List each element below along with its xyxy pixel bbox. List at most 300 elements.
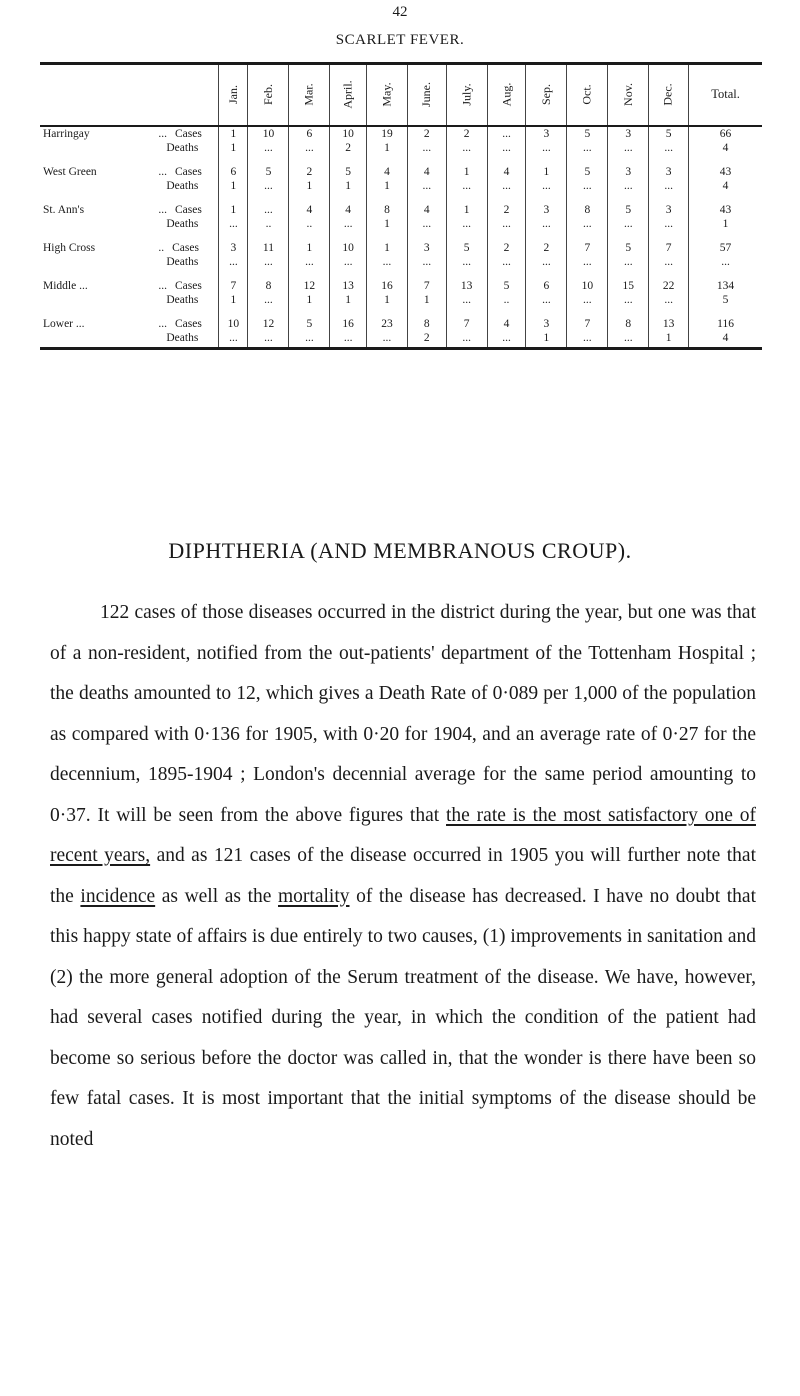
row-kind-label: Cases	[175, 165, 202, 178]
spacer-cell	[608, 307, 649, 317]
spacer-cell	[366, 155, 407, 165]
row-spacer	[40, 307, 762, 317]
header-month: June.	[407, 64, 446, 126]
underlined-text: incidence	[80, 885, 156, 907]
row-kind-label: Deaths	[166, 255, 199, 268]
header-spacer	[40, 64, 156, 126]
month-value: 7	[649, 241, 689, 255]
month-value: 16	[366, 279, 407, 293]
spacer-cell	[248, 307, 289, 317]
table-row-deaths	[40, 141, 762, 155]
spacer-cell	[248, 193, 289, 203]
spacer-cell	[219, 307, 248, 317]
spacer-cell	[248, 269, 289, 279]
month-value: 8	[248, 279, 289, 293]
spacer-cell	[289, 231, 330, 241]
table-row-deaths	[40, 255, 762, 269]
row-spacer	[40, 231, 762, 241]
month-value: 1	[219, 126, 248, 141]
month-value: ...	[487, 255, 526, 269]
month-value: 5	[446, 241, 487, 255]
spacer-cell	[567, 155, 608, 165]
header-month: Nov.	[608, 64, 649, 126]
spacer-cell	[526, 155, 567, 165]
month-value: 3	[407, 241, 446, 255]
month-value: 3	[608, 126, 649, 141]
month-value: 1	[330, 293, 367, 307]
month-value: 1	[219, 293, 248, 307]
total-value: 43	[689, 165, 762, 179]
row-kind-label: Deaths	[166, 293, 199, 306]
month-value: 10	[330, 126, 367, 141]
spacer-cell	[219, 155, 248, 165]
month-value: 2	[330, 141, 367, 155]
month-value: ...	[248, 293, 289, 307]
month-value: 2	[526, 241, 567, 255]
month-value: ...	[289, 141, 330, 155]
table-body	[40, 126, 762, 349]
month-value: ...	[608, 179, 649, 193]
month-value: ...	[649, 141, 689, 155]
month-value: ...	[248, 331, 289, 349]
spacer-cell	[40, 307, 156, 317]
month-value: ...	[446, 179, 487, 193]
header-month: Oct.	[567, 64, 608, 126]
table-row-cases	[40, 203, 762, 217]
month-value: 8	[567, 203, 608, 217]
page-number: 42	[392, 4, 408, 20]
month-value: ...	[248, 255, 289, 269]
month-value: 15	[608, 279, 649, 293]
month-value: 1	[366, 217, 407, 231]
row-kind-label: Deaths	[166, 331, 199, 344]
month-value: 1	[649, 331, 689, 349]
month-value: 8	[407, 317, 446, 331]
paragraph-text: as well as the	[155, 885, 278, 907]
month-value: 3	[649, 165, 689, 179]
row-kind-label: Cases	[172, 241, 199, 254]
month-value: 2	[407, 126, 446, 141]
underlined-text: mortality	[278, 885, 350, 907]
month-value: ...	[649, 293, 689, 307]
district-label: West Green	[43, 165, 97, 178]
spacer-cell	[40, 193, 156, 203]
month-value: ...	[487, 331, 526, 349]
spacer-cell	[526, 269, 567, 279]
spacer-cell	[689, 155, 762, 165]
month-value: 1	[526, 165, 567, 179]
spacer-cell	[407, 155, 446, 165]
row-kind	[156, 141, 219, 155]
table-row-deaths	[40, 217, 762, 231]
month-value: 1	[219, 203, 248, 217]
header-spacer	[156, 64, 219, 126]
month-value: 10	[330, 241, 367, 255]
row-kind	[156, 217, 219, 231]
row-kind	[156, 279, 219, 293]
month-value: 1	[366, 241, 407, 255]
month-value: ...	[330, 331, 367, 349]
total-value: 1	[689, 217, 762, 231]
month-value: ...	[366, 255, 407, 269]
month-value: 2	[446, 126, 487, 141]
month-value: ...	[567, 217, 608, 231]
spacer-cell	[689, 193, 762, 203]
table-title: SCARLET FEVER.	[335, 32, 465, 48]
month-value: 12	[289, 279, 330, 293]
header-month: July.	[446, 64, 487, 126]
district-label: St. Ann's	[43, 203, 85, 216]
spacer-cell	[156, 307, 219, 317]
month-value: ...	[330, 255, 367, 269]
total-value: 134	[689, 279, 762, 293]
spacer-cell	[248, 155, 289, 165]
header-month: Dec.	[649, 64, 689, 126]
spacer-cell	[446, 155, 487, 165]
spacer-cell	[526, 307, 567, 317]
spacer-cell	[487, 193, 526, 203]
header-month: May.	[366, 64, 407, 126]
month-value: 16	[330, 317, 367, 331]
month-value: 1	[366, 141, 407, 155]
leader-dots: ...	[158, 165, 167, 178]
month-value: ...	[526, 179, 567, 193]
spacer-cell	[407, 307, 446, 317]
underlined-text: the rate is the most satisfactory one of recent years,	[50, 804, 756, 866]
spacer-cell	[649, 307, 689, 317]
month-value: 5	[289, 317, 330, 331]
spacer-cell	[526, 231, 567, 241]
spacer-cell	[487, 155, 526, 165]
district-name	[40, 217, 156, 231]
month-value: ...	[487, 179, 526, 193]
row-kind-label: Cases	[175, 317, 202, 330]
row-kind-label: Cases	[175, 127, 202, 140]
row-kind	[156, 293, 219, 307]
month-value: ...	[526, 217, 567, 231]
spacer-cell	[608, 269, 649, 279]
month-value: 1	[366, 293, 407, 307]
month-value: 1	[289, 179, 330, 193]
month-value: 13	[446, 279, 487, 293]
month-value: 10	[248, 126, 289, 141]
month-value: 2	[487, 241, 526, 255]
month-value: 3	[608, 165, 649, 179]
month-value: 5	[330, 165, 367, 179]
month-value: ...	[608, 293, 649, 307]
month-value: ...	[366, 331, 407, 349]
spacer-cell	[330, 155, 367, 165]
total-value: ...	[689, 255, 762, 269]
header-month: Feb.	[248, 64, 289, 126]
month-value: ...	[608, 331, 649, 349]
spacer-cell	[40, 231, 156, 241]
month-value: 4	[487, 165, 526, 179]
month-value: 4	[407, 203, 446, 217]
district-name	[40, 331, 156, 349]
month-value: 1	[526, 331, 567, 349]
month-value: 1	[446, 165, 487, 179]
month-value: 11	[248, 241, 289, 255]
month-value: ...	[248, 203, 289, 217]
month-value: ...	[407, 255, 446, 269]
month-value: 1	[219, 179, 248, 193]
month-value: ...	[219, 255, 248, 269]
month-value: ...	[407, 217, 446, 231]
spacer-cell	[689, 231, 762, 241]
total-value: 4	[689, 141, 762, 155]
district-label: Harringay	[43, 127, 90, 140]
month-value: 1	[366, 179, 407, 193]
month-value: 5	[649, 126, 689, 141]
month-value: 7	[567, 317, 608, 331]
month-value: 2	[487, 203, 526, 217]
month-value: 5	[608, 203, 649, 217]
month-value: ...	[487, 217, 526, 231]
month-value: ...	[407, 179, 446, 193]
month-value: 1	[219, 141, 248, 155]
month-value: 13	[649, 317, 689, 331]
spacer-cell	[219, 193, 248, 203]
month-value: ...	[446, 255, 487, 269]
spacer-cell	[407, 193, 446, 203]
row-kind	[156, 331, 219, 349]
month-value: 6	[526, 279, 567, 293]
table-header-row	[40, 64, 762, 126]
body-text	[50, 593, 756, 1160]
spacer-cell	[330, 307, 367, 317]
section-heading: DIPHTHERIA (AND MEMBRANOUS CROUP).	[168, 538, 632, 563]
month-value: ...	[567, 293, 608, 307]
spacer-cell	[689, 307, 762, 317]
district-label: Lower ...	[43, 317, 85, 330]
leader-dots: ...	[158, 279, 167, 292]
month-value: 10	[219, 317, 248, 331]
spacer-cell	[446, 193, 487, 203]
spacer-cell	[40, 155, 156, 165]
month-value: ...	[446, 293, 487, 307]
total-value: 5	[689, 293, 762, 307]
total-value: 66	[689, 126, 762, 141]
spacer-cell	[289, 193, 330, 203]
spacer-cell	[567, 231, 608, 241]
district-name	[40, 179, 156, 193]
spacer-cell	[330, 193, 367, 203]
month-value: ...	[649, 255, 689, 269]
month-value: 1	[407, 293, 446, 307]
month-value: 7	[567, 241, 608, 255]
row-kind	[156, 317, 219, 331]
row-kind	[156, 241, 219, 255]
spacer-cell	[40, 269, 156, 279]
spacer-cell	[487, 307, 526, 317]
row-kind-label: Cases	[175, 203, 202, 216]
month-value: 2	[289, 165, 330, 179]
month-value: 3	[649, 203, 689, 217]
district-label: High Cross	[43, 241, 96, 254]
spacer-cell	[407, 269, 446, 279]
district-name	[40, 293, 156, 307]
spacer-cell	[526, 193, 567, 203]
table-row-cases	[40, 241, 762, 255]
spacer-cell	[649, 231, 689, 241]
spacer-cell	[689, 269, 762, 279]
month-value: 6	[219, 165, 248, 179]
month-value: ...	[526, 255, 567, 269]
month-value: 3	[219, 241, 248, 255]
month-value: ...	[567, 331, 608, 349]
spacer-cell	[567, 269, 608, 279]
spacer-cell	[289, 269, 330, 279]
month-value: 3	[526, 317, 567, 331]
month-value: ...	[649, 217, 689, 231]
month-value: ..	[487, 293, 526, 307]
spacer-cell	[608, 231, 649, 241]
month-value: 5	[608, 241, 649, 255]
district-label: Middle ...	[43, 279, 88, 292]
spacer-cell	[330, 231, 367, 241]
spacer-cell	[156, 231, 219, 241]
month-value: ...	[330, 217, 367, 231]
row-kind-label: Deaths	[166, 179, 199, 192]
month-value: 13	[330, 279, 367, 293]
month-value: ...	[407, 141, 446, 155]
month-value: 4	[407, 165, 446, 179]
spacer-cell	[649, 155, 689, 165]
total-value: 4	[689, 331, 762, 349]
scarlet-fever-table	[40, 62, 762, 350]
spacer-cell	[487, 269, 526, 279]
month-value: ...	[487, 126, 526, 141]
row-kind	[156, 203, 219, 217]
district-name	[40, 317, 156, 331]
month-value: 8	[608, 317, 649, 331]
header-month: Jan.	[219, 64, 248, 126]
spacer-cell	[649, 269, 689, 279]
month-value: 2	[407, 331, 446, 349]
month-value: ...	[446, 217, 487, 231]
month-value: 23	[366, 317, 407, 331]
month-value: ...	[567, 141, 608, 155]
month-value: ...	[608, 141, 649, 155]
table-row-cases	[40, 279, 762, 293]
spacer-cell	[567, 193, 608, 203]
month-value: 5	[248, 165, 289, 179]
spacer-cell	[219, 231, 248, 241]
district-name	[40, 126, 156, 141]
month-value: 5	[487, 279, 526, 293]
district-name	[40, 279, 156, 293]
month-value: 5	[567, 165, 608, 179]
spacer-cell	[366, 231, 407, 241]
table-row-cases	[40, 165, 762, 179]
month-value: 4	[487, 317, 526, 331]
month-value: ...	[567, 179, 608, 193]
month-value: ...	[608, 255, 649, 269]
month-value: ...	[608, 217, 649, 231]
total-value: 57	[689, 241, 762, 255]
month-value: 3	[526, 126, 567, 141]
month-value: ...	[649, 179, 689, 193]
month-value: 8	[366, 203, 407, 217]
month-value: 1	[289, 241, 330, 255]
month-value: 7	[446, 317, 487, 331]
spacer-cell	[156, 193, 219, 203]
spacer-cell	[156, 269, 219, 279]
row-spacer	[40, 269, 762, 279]
paragraph-text: of the disease has decreased. I have no doubt that this happy state of affairs is due entirely to two causes, (1) improvements in sanitation and (2) the more general adoption of the Serum treatment of the disease. We have, however, had several cases notified during the year, in which the condition of the patient had become so serious before the doctor was called in, that the wonder is there have been so few fatal cases. It is most important that the initial symptoms of the disease should be noted	[50, 885, 756, 1150]
spacer-cell	[366, 307, 407, 317]
total-value: 43	[689, 203, 762, 217]
leader-dots: ...	[158, 127, 167, 140]
month-value: ...	[219, 217, 248, 231]
month-value: 7	[219, 279, 248, 293]
month-value: 3	[526, 203, 567, 217]
spacer-cell	[608, 155, 649, 165]
district-name	[40, 255, 156, 269]
district-name	[40, 203, 156, 217]
spacer-cell	[366, 193, 407, 203]
month-value: ...	[289, 331, 330, 349]
month-value: ...	[567, 255, 608, 269]
month-value: ..	[248, 217, 289, 231]
month-value: 6	[289, 126, 330, 141]
district-name	[40, 241, 156, 255]
month-value: ...	[487, 141, 526, 155]
table-row-deaths	[40, 179, 762, 193]
month-value: ..	[289, 217, 330, 231]
month-value: ...	[526, 141, 567, 155]
month-value: 5	[567, 126, 608, 141]
spacer-cell	[289, 155, 330, 165]
month-value: 1	[330, 179, 367, 193]
paragraph	[50, 593, 756, 1160]
header-month: Sep.	[526, 64, 567, 126]
total-value: 4	[689, 179, 762, 193]
table-row-deaths	[40, 293, 762, 307]
spacer-cell	[567, 307, 608, 317]
spacer-cell	[156, 155, 219, 165]
header-total: Total.	[689, 64, 762, 126]
row-kind	[156, 179, 219, 193]
district-name	[40, 165, 156, 179]
month-value: 7	[407, 279, 446, 293]
spacer-cell	[446, 307, 487, 317]
spacer-cell	[446, 231, 487, 241]
table-row-cases	[40, 126, 762, 141]
total-value: 116	[689, 317, 762, 331]
table-row-deaths	[40, 331, 762, 349]
month-value: 4	[366, 165, 407, 179]
leader-dots: ..	[158, 241, 165, 254]
month-value: 10	[567, 279, 608, 293]
paragraph-text: and as 121 cases of the disease occurred in 1905 you will further note that the	[50, 845, 756, 907]
spacer-cell	[366, 269, 407, 279]
table-row-cases	[40, 317, 762, 331]
row-kind	[156, 255, 219, 269]
row-kind	[156, 126, 219, 141]
month-value: 12	[248, 317, 289, 331]
month-value: 1	[289, 293, 330, 307]
month-value: 19	[366, 126, 407, 141]
header-month: Mar.	[289, 64, 330, 126]
spacer-cell	[446, 269, 487, 279]
header-month: Aug.	[487, 64, 526, 126]
district-name	[40, 141, 156, 155]
spacer-cell	[487, 231, 526, 241]
row-spacer	[40, 193, 762, 203]
row-spacer	[40, 155, 762, 165]
